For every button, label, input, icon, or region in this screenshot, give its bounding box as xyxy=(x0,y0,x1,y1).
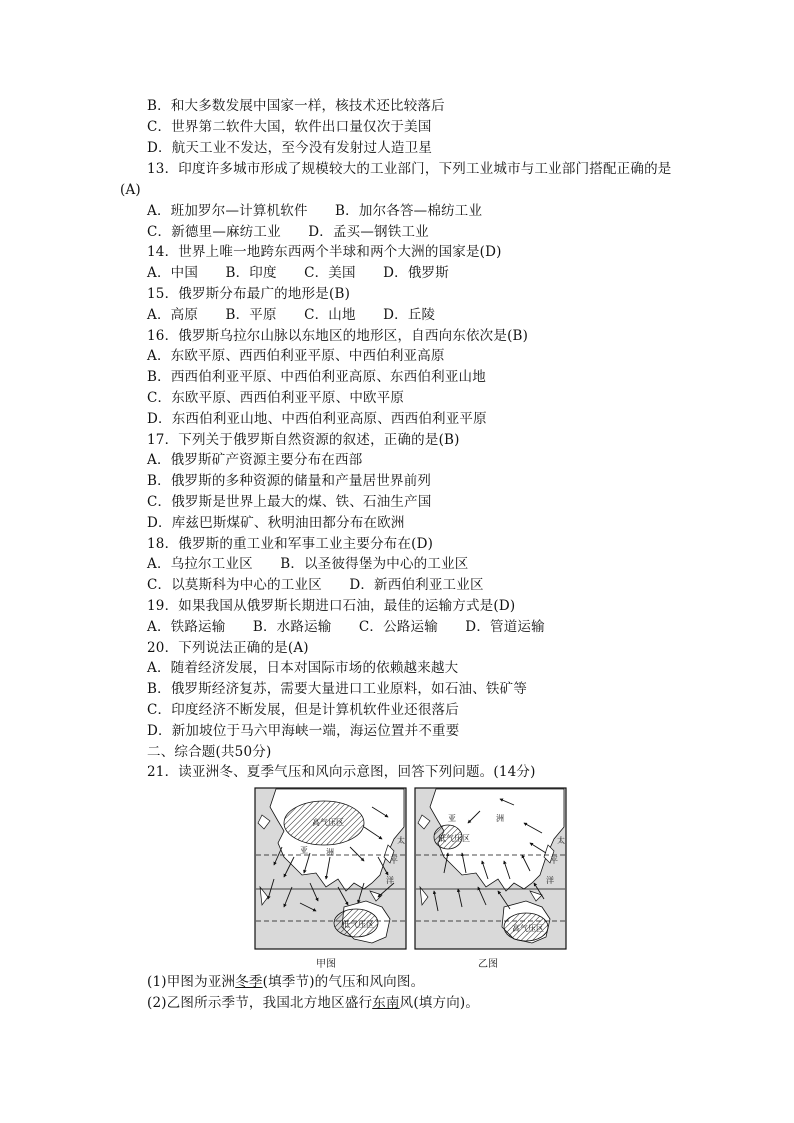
map-right-asia-1: 亚 xyxy=(448,814,456,823)
question-19: 19．如果我国从俄罗斯长期进口石油，最佳的运输方式是(D) xyxy=(147,598,516,614)
option-line: B．俄罗斯的多种资源的储量和产量居世界前列 xyxy=(147,473,432,489)
map-left-low-label: 低气压区 xyxy=(342,920,374,929)
question-20: 20．下列说法正确的是(A) xyxy=(147,640,309,656)
map-right-low-label: 低气压区 xyxy=(438,834,470,843)
map-left-pac-2: 平 xyxy=(390,856,398,865)
question-16: 16．俄罗斯乌拉尔山脉以东地区的地形区，自西向东依次是(B) xyxy=(147,328,529,344)
sub-question-2-answer: 东南 xyxy=(372,995,400,1011)
option-line: A．随着经济发展，日本对国际市场的依赖越来越大 xyxy=(147,660,459,676)
map-right-pac-1: 太 xyxy=(557,836,565,845)
sub-question-2-suffix: 风(填方向)。 xyxy=(399,995,480,1011)
question-13: 13．印度许多城市形成了规模较大的工业部门，下列工业城市与工业部门搭配正确的是 xyxy=(147,161,672,177)
asia-pressure-maps-figure xyxy=(254,787,567,970)
option-line: D．航天工业不发达，至今没有发射过人造卫星 xyxy=(147,140,433,156)
maps-svg xyxy=(254,787,567,967)
answer-13: (A) xyxy=(120,182,141,198)
option-line: A．高原 B．平原 C．山地 D．丘陵 xyxy=(147,307,436,323)
section-heading: 二、综合题(共50分) xyxy=(147,744,272,760)
option-line: C．世界第二软件大国，软件出口量仅次于美国 xyxy=(147,119,432,135)
option-line: B．俄罗斯经济复苏，需要大量进口工业原料，如石油、铁矿等 xyxy=(147,681,528,697)
map-right-pac-3: 洋 xyxy=(546,876,554,885)
sub-question-2-prefix: (2)乙图所示季节，我国北方地区盛行 xyxy=(147,995,373,1011)
map-left-asia-1: 亚 xyxy=(300,846,308,855)
sub-question-1-answer: 冬季 xyxy=(235,974,263,990)
question-18: 18．俄罗斯的重工业和军事工业主要分布在(D) xyxy=(147,536,434,552)
sub-question-1 xyxy=(147,972,424,992)
map-left xyxy=(255,788,406,949)
sub-question-1-prefix: (1)甲图为亚洲 xyxy=(147,974,236,990)
option-line: D．新加坡位于马六甲海峡一端，海运位置并不重要 xyxy=(147,723,460,739)
map-right-asia-2: 洲 xyxy=(496,814,504,823)
map-left-asia-2: 洲 xyxy=(326,848,334,857)
option-line: C．新德里—麻纺工业 D．孟买—钢铁工业 xyxy=(147,224,429,240)
question-14: 14．世界上唯一地跨东西两个半球和两个大洲的国家是(D) xyxy=(147,244,502,260)
option-line: B．西西伯利亚平原、中西伯利亚高原、东西伯利亚山地 xyxy=(147,369,486,385)
option-line: A．班加罗尔—计算机软件 B．加尔各答—棉纺工业 xyxy=(147,203,483,219)
option-line: A．乌拉尔工业区 B．以圣彼得堡为中心的工业区 xyxy=(147,556,469,572)
question-15: 15．俄罗斯分布最广的地形是(B) xyxy=(147,286,351,302)
map-right-caption: 乙图 xyxy=(478,959,498,970)
option-line: A．铁路运输 B．水路运输 C．公路运输 D．管道运输 xyxy=(147,619,545,635)
question-21: 21．读亚洲冬、夏季气压和风向示意图，回答下列问题。(14分) xyxy=(147,764,536,780)
map-right xyxy=(415,788,566,949)
map-right-high-label: 高气压区 xyxy=(512,924,544,933)
map-right-pac-2: 平 xyxy=(550,856,558,865)
option-line: C．以莫斯科为中心的工业区 D．新西伯利亚工业区 xyxy=(147,577,484,593)
sub-question-1-suffix: (填季节)的气压和风向图。 xyxy=(262,974,425,990)
option-line: A．中国 B．印度 C．美国 D．俄罗斯 xyxy=(147,265,449,281)
sub-question-2 xyxy=(147,993,479,1013)
option-line: A．东欧平原、西西伯利亚平原、中西伯利亚高原 xyxy=(147,348,445,364)
option-line: B．和大多数发展中国家一样，核技术还比较落后 xyxy=(147,98,445,114)
option-line: A．俄罗斯矿产资源主要分布在西部 xyxy=(147,452,363,468)
option-line: D．库兹巴斯煤矿、秋明油田都分布在欧洲 xyxy=(147,515,405,531)
option-line: C．印度经济不断发展，但是计算机软件业还很落后 xyxy=(147,702,459,718)
map-left-pac-3: 洋 xyxy=(386,876,394,885)
map-left-pac-1: 太 xyxy=(397,836,405,845)
option-line: C．东欧平原、西西伯利亚平原、中欧平原 xyxy=(147,390,405,406)
option-line: D．东西伯利亚山地、中西伯利亚高原、西西伯利亚平原 xyxy=(147,411,487,427)
option-line: C．俄罗斯是世界上最大的煤、铁、石油生产国 xyxy=(147,494,432,510)
map-left-high-label: 高气压区 xyxy=(312,818,344,827)
map-left-caption: 甲图 xyxy=(316,959,336,970)
question-17: 17．下列关于俄罗斯自然资源的叙述，正确的是(B) xyxy=(147,432,460,448)
